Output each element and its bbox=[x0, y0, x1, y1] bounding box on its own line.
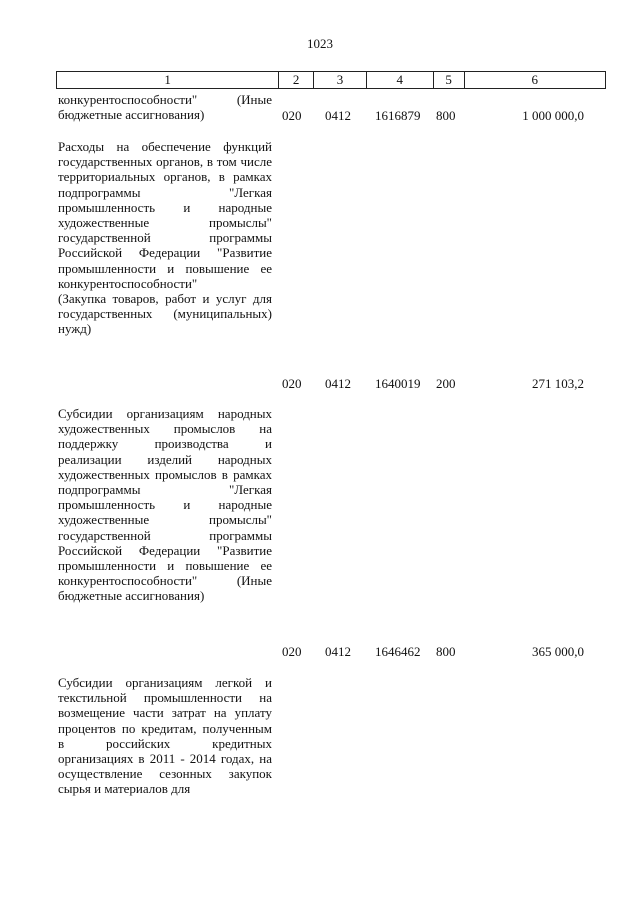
row-2-amount: 271 103,2 bbox=[532, 376, 584, 391]
row-1-vr: 800 bbox=[436, 108, 456, 123]
row-3-section: 0412 bbox=[325, 644, 351, 659]
table-header bbox=[56, 71, 606, 89]
row-4-text: Субсидии организациям легкой и текстильной промышленности на возмещение части затрат на уплату процентов по кредитам, полученным в российских кредитных организациях в 2011 - 2014 годах, на осуществление сезонных закупок сырья и материалов для bbox=[58, 675, 272, 797]
row-4-description bbox=[58, 675, 272, 797]
row-1-description bbox=[58, 92, 272, 122]
row-1-section: 0412 bbox=[325, 108, 351, 123]
header-col-3: 3 bbox=[314, 72, 367, 88]
row-2-text: Расходы на обеспечение функций государственных органов, в том числе территориальных органов, в рамках подпрограммы "Легкая промышленность и народные художественные промыслы" государственной программы Российской Федерации "Развитие промышленности и повышение ее конкурентоспособности" bbox=[58, 139, 272, 291]
row-1-text: конкурентоспособности" (Иные бюджетные ассигнования) bbox=[58, 92, 272, 123]
header-col-2: 2 bbox=[279, 72, 314, 88]
row-1-grbs: 020 bbox=[282, 108, 302, 123]
row-2-vr: 200 bbox=[436, 376, 456, 391]
row-2-grbs: 020 bbox=[282, 376, 302, 391]
row-2-text-tail: (Закупка товаров, работ и услуг для государственных (муниципальных) нужд) bbox=[58, 291, 272, 337]
row-3-description bbox=[58, 406, 272, 604]
row-3-grbs: 020 bbox=[282, 644, 302, 659]
row-2-section: 0412 bbox=[325, 376, 351, 391]
row-3-amount: 365 000,0 bbox=[532, 644, 584, 659]
row-3-values bbox=[282, 644, 584, 659]
row-1-csr: 1616879 bbox=[375, 108, 421, 123]
header-col-6: 6 bbox=[531, 72, 538, 87]
page-number: 1023 bbox=[307, 36, 333, 51]
header-col-5: 5 bbox=[434, 72, 465, 88]
header-col-4: 4 bbox=[367, 72, 434, 88]
row-1-amount: 1 000 000,0 bbox=[522, 108, 584, 123]
row-1-values bbox=[282, 108, 584, 123]
row-3-vr: 800 bbox=[436, 644, 456, 659]
row-3-text: Субсидии организациям народных художественных промыслов на поддержку производства и реализации изделий народных художественных промыслов в рамках подпрограммы "Легкая промышленность и народные художественные промыслы" государственной программы Российской Федерации "Развитие промышленности и повышение ее конкурентоспособности" (Иные бюджетные ассигнования) bbox=[58, 406, 272, 604]
header-col-1: 1 bbox=[57, 72, 279, 88]
row-2-csr: 1640019 bbox=[375, 376, 421, 391]
row-2-description bbox=[58, 139, 272, 337]
row-2-values bbox=[282, 376, 584, 391]
row-3-csr: 1646462 bbox=[375, 644, 421, 659]
